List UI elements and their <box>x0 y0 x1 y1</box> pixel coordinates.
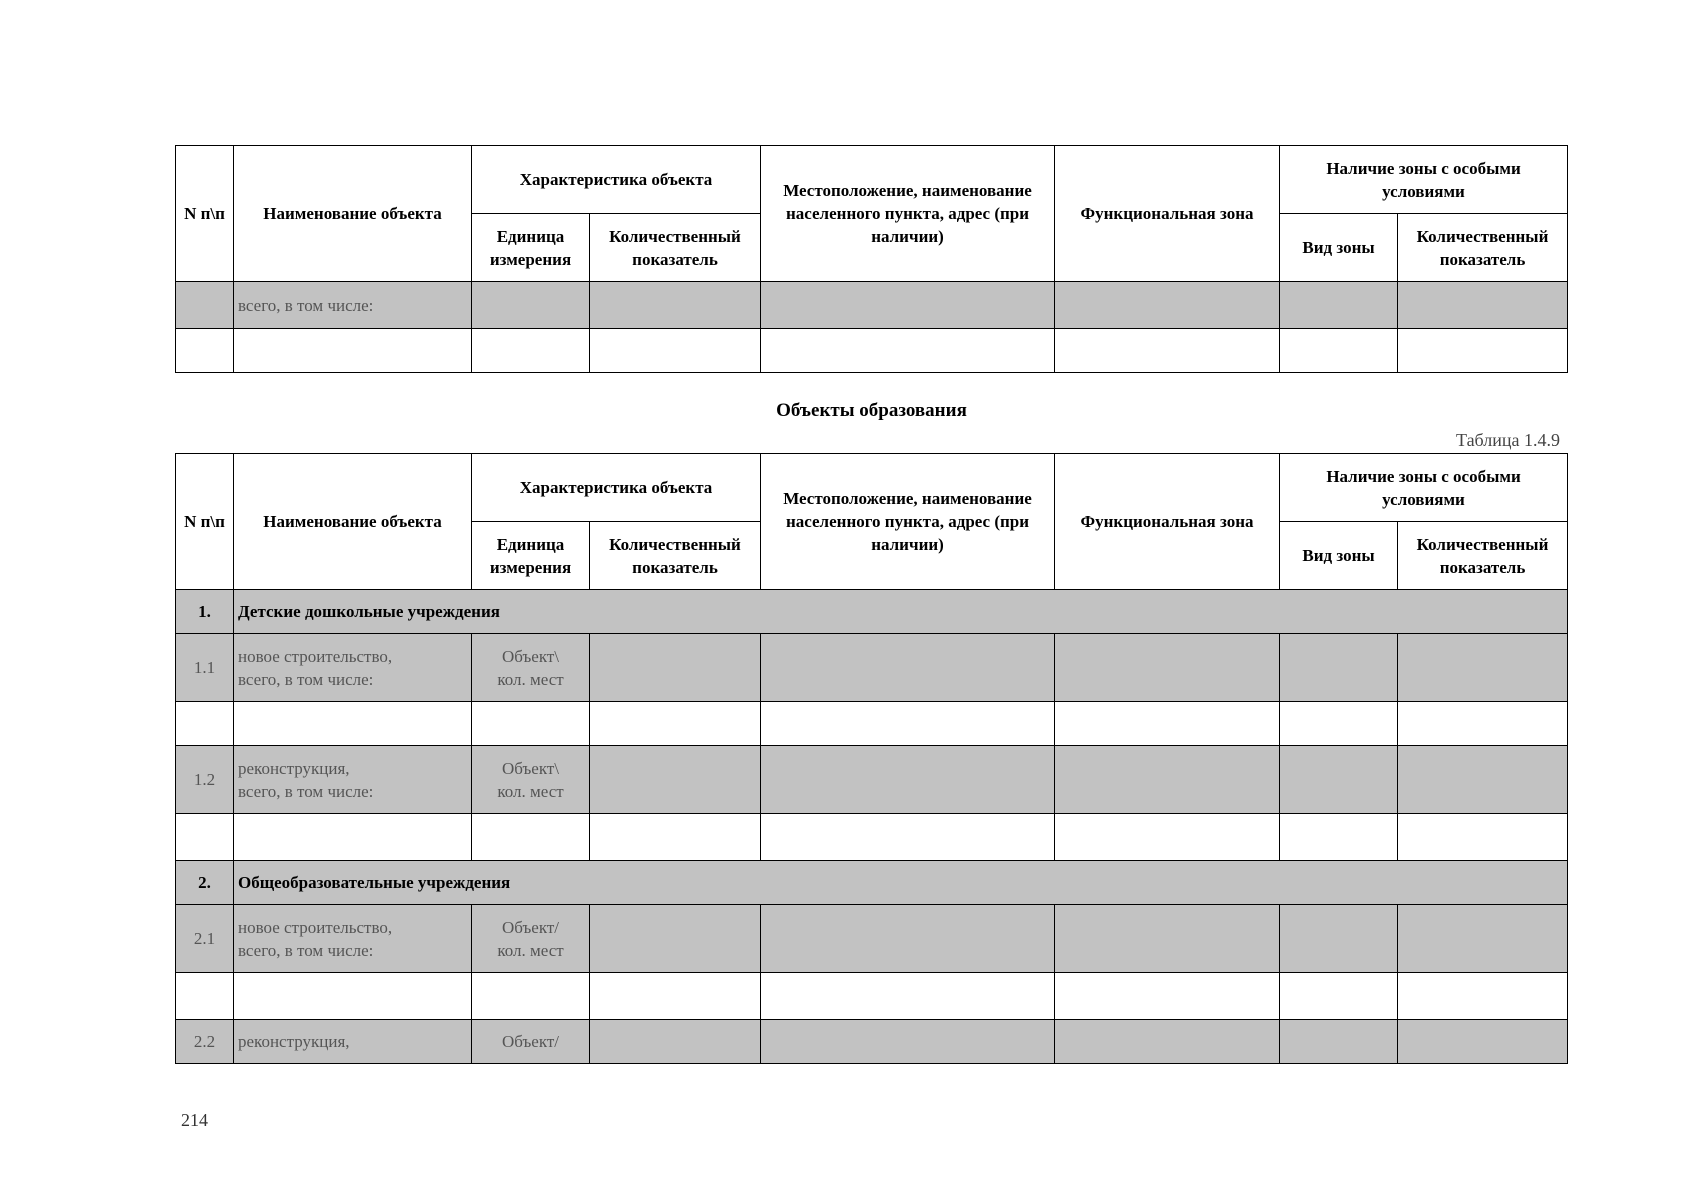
row-name <box>234 702 472 746</box>
row-zone-type <box>1280 1020 1398 1064</box>
row-functional-zone <box>1055 973 1280 1020</box>
header-quantity: Количественный показатель <box>590 522 761 590</box>
row-name <box>234 634 472 702</box>
header-zone-type: Вид зоны <box>1280 522 1398 590</box>
row-name: реконструкция, <box>234 1020 472 1064</box>
row-zone-quantity <box>1398 702 1568 746</box>
header-num: N п\п <box>176 146 234 282</box>
row-name <box>234 973 472 1020</box>
header-unit: Единица измерения <box>472 522 590 590</box>
row-quantity <box>590 746 761 814</box>
header-special-zone: Наличие зоны с особыми условиями <box>1280 146 1568 214</box>
row-quantity <box>590 634 761 702</box>
row-zone-quantity <box>1398 329 1568 373</box>
row-functional-zone <box>1055 282 1280 329</box>
row-unit-line: Объект\ <box>501 646 560 666</box>
row-zone-type <box>1280 814 1398 861</box>
row-num: 1.1 <box>176 634 234 702</box>
row-name-line: новое строительство, <box>238 917 393 937</box>
row-num: 1.2 <box>176 746 234 814</box>
row-unit-line: кол. мест <box>497 669 564 689</box>
row-quantity <box>590 814 761 861</box>
row-zone-quantity <box>1398 634 1568 702</box>
row-zone-type <box>1280 973 1398 1020</box>
row-name-line: всего, в том числе: <box>238 669 374 689</box>
row-functional-zone <box>1055 329 1280 373</box>
row-unit-line: Объект\ <box>501 758 560 778</box>
row-unit <box>472 282 590 329</box>
header-functional-zone: Функциональная зона <box>1055 454 1280 590</box>
row-unit <box>472 746 590 814</box>
row-quantity <box>590 702 761 746</box>
section-title-cell: Детские дошкольные учреждения <box>234 590 1568 634</box>
table-row-total <box>176 282 1568 329</box>
row-zone-type <box>1280 282 1398 329</box>
row-location <box>761 905 1055 973</box>
row-name-line: всего, в том числе: <box>238 940 374 960</box>
row-num: 2.2 <box>176 1020 234 1064</box>
row-zone-quantity <box>1398 814 1568 861</box>
header-quantity: Количественный показатель <box>590 214 761 282</box>
row-location <box>761 634 1055 702</box>
row-unit-line: кол. мест <box>497 940 564 960</box>
row-unit <box>472 702 590 746</box>
header-functional-zone: Функциональная зона <box>1055 146 1280 282</box>
objects-table-top <box>175 145 1568 373</box>
row-unit: Объект/ <box>472 1020 590 1064</box>
page-number: 214 <box>181 1110 208 1130</box>
row-num: 2.1 <box>176 905 234 973</box>
row-zone-quantity <box>1398 282 1568 329</box>
row-quantity <box>590 905 761 973</box>
row-functional-zone <box>1055 1020 1280 1064</box>
row-location <box>761 814 1055 861</box>
row-zone-quantity <box>1398 1020 1568 1064</box>
row-name <box>234 905 472 973</box>
row-functional-zone <box>1055 814 1280 861</box>
table-label: Таблица 1.4.9 <box>1456 430 1560 450</box>
row-quantity <box>590 282 761 329</box>
row-location <box>761 329 1055 373</box>
row-quantity <box>590 329 761 373</box>
row-num <box>176 329 234 373</box>
row-functional-zone <box>1055 746 1280 814</box>
row-num <box>176 282 234 329</box>
header-location: Местоположение, наименование населенного пункта, адрес (при наличии) <box>761 454 1055 590</box>
row-name <box>234 746 472 814</box>
row-name <box>234 329 472 373</box>
header-zone-type: Вид зоны <box>1280 214 1398 282</box>
row-name <box>234 814 472 861</box>
row-unit <box>472 329 590 373</box>
table-row <box>176 634 1568 702</box>
header-location: Местоположение, наименование населенного пункта, адрес (при наличии) <box>761 146 1055 282</box>
section-row-preschool <box>176 590 1568 634</box>
row-zone-quantity <box>1398 905 1568 973</box>
header-name: Наименование объекта <box>234 454 472 590</box>
header-characteristic: Характеристика объекта <box>472 146 761 214</box>
row-unit-line: Объект/ <box>501 917 560 937</box>
row-name-line: новое строительство, <box>238 646 393 666</box>
row-zone-quantity <box>1398 746 1568 814</box>
row-num <box>176 814 234 861</box>
table-row-empty <box>176 329 1568 373</box>
header-name: Наименование объекта <box>234 146 472 282</box>
section-num: 1. <box>176 590 234 634</box>
section-title: Объекты образования <box>776 400 967 421</box>
header-num: N п\п <box>176 454 234 590</box>
row-location <box>761 973 1055 1020</box>
row-num <box>176 702 234 746</box>
row-unit <box>472 814 590 861</box>
section-title-cell: Общеобразовательные учреждения <box>234 861 1568 905</box>
row-location <box>761 282 1055 329</box>
section-num: 2. <box>176 861 234 905</box>
table-row <box>176 905 1568 973</box>
row-unit <box>472 905 590 973</box>
row-location <box>761 746 1055 814</box>
row-zone-type <box>1280 905 1398 973</box>
row-num <box>176 973 234 1020</box>
row-unit <box>472 634 590 702</box>
row-functional-zone <box>1055 905 1280 973</box>
row-name-line: всего, в том числе: <box>238 781 374 801</box>
row-quantity <box>590 973 761 1020</box>
header-special-zone: Наличие зоны с особыми условиями <box>1280 454 1568 522</box>
row-name-line: реконструкция, <box>238 758 350 778</box>
header-unit: Единица измерения <box>472 214 590 282</box>
row-unit <box>472 973 590 1020</box>
table-row-empty <box>176 973 1568 1020</box>
header-zone-quantity: Количественный показатель <box>1398 214 1568 282</box>
header-characteristic: Характеристика объекта <box>472 454 761 522</box>
row-zone-type <box>1280 702 1398 746</box>
table-row <box>176 746 1568 814</box>
table-row-empty <box>176 814 1568 861</box>
row-location <box>761 1020 1055 1064</box>
row-functional-zone <box>1055 702 1280 746</box>
section-row-general-education <box>176 861 1568 905</box>
header-zone-quantity: Количественный показатель <box>1398 522 1568 590</box>
row-zone-type <box>1280 329 1398 373</box>
row-zone-quantity <box>1398 973 1568 1020</box>
row-unit-line: кол. мест <box>497 781 564 801</box>
table-row <box>176 1020 1568 1064</box>
row-name: всего, в том числе: <box>234 282 472 329</box>
row-zone-type <box>1280 746 1398 814</box>
education-objects-table <box>175 453 1568 1064</box>
row-location <box>761 702 1055 746</box>
row-functional-zone <box>1055 634 1280 702</box>
table-row-empty <box>176 702 1568 746</box>
row-quantity <box>590 1020 761 1064</box>
row-zone-type <box>1280 634 1398 702</box>
